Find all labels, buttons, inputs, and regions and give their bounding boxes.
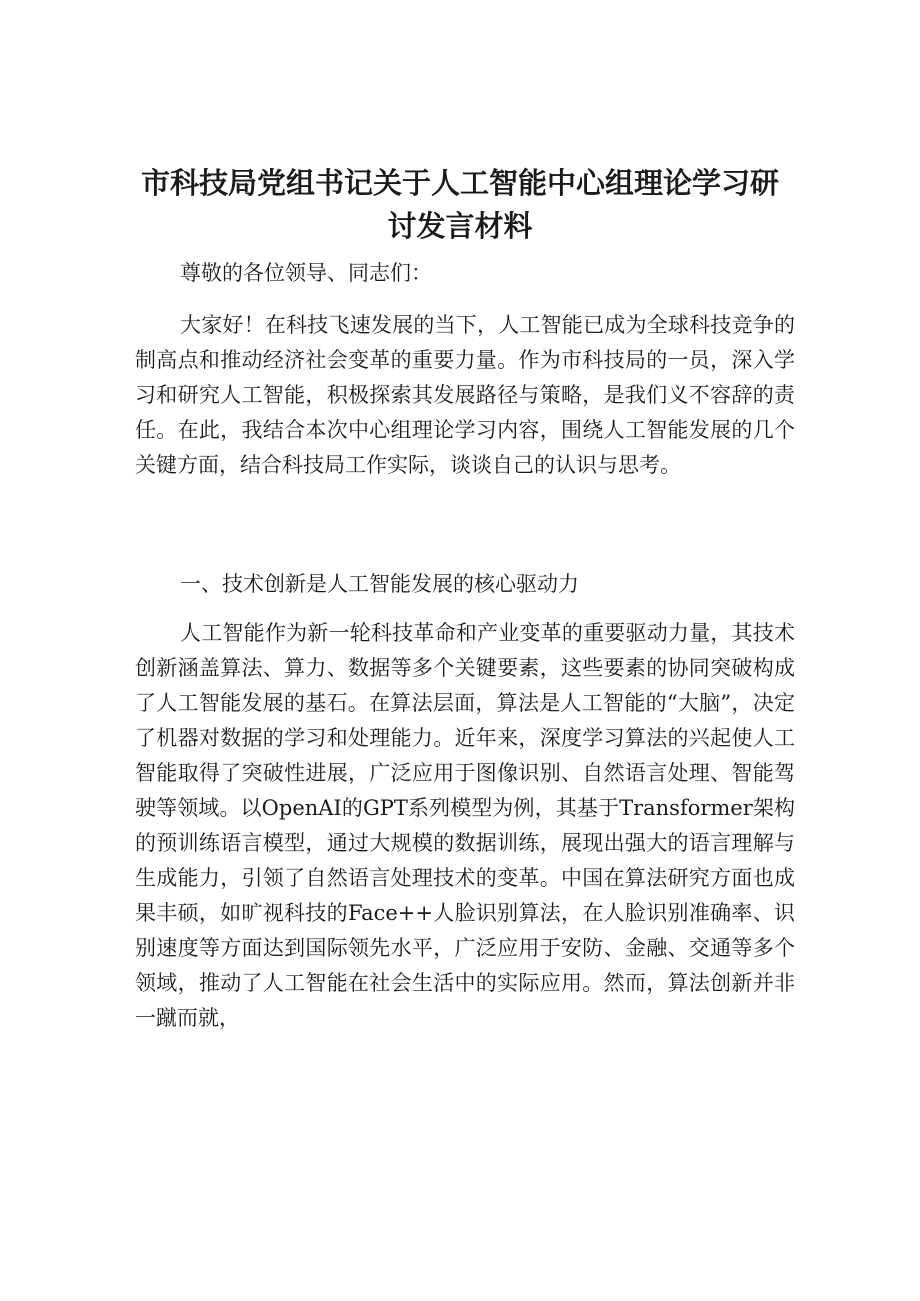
greeting: 尊敬的各位领导、同志们：: [180, 261, 432, 285]
section-paragraph: 人工智能作为新一轮科技革命和产业变革的重要驱动力量，其技术创新涵盖算法、算力、数据等多个关键要素，这些要素的协同突破构成了人工智能发展的基石。在算法层面，算法是人工智能的“大脑”，决定了机器对数据的学习和处理能力。近年来，深度学习算法的兴起使人工智能取得了突破性进展，广泛应用于图像识别、自然语言处理、智能驾驶等领域。以OpenAI的GPT系列模型为例，其基于Transformer架构的预训练语言模型，通过大规模的数据训练，展现出强大的语言理解与生成能力，引领了自然语言处理技术的变革。中国在算法研究方面也成果丰硕，如旷视科技的Face++人脸识别算法，在人脸识别准确率、识别速度等方面达到国际领先水平，广泛应用于安防、金融、交通等多个领域，推动了人工智能在社会生活中的实际应用。然而，算法创新并非一蹴而就，: [135, 621, 795, 1030]
document-title: 市科技局党组书记关于人工智能中心组理论学习研讨发言材料: [140, 166, 779, 243]
intro-paragraph: 大家好！在科技飞速发展的当下，人工智能已成为全球科技竞争的制高点和推动经济社会变革的重要力量。作为市科技局的一员，深入学习和研究人工智能，积极探索其发展路径与策略，是我们义不容辞的责任。在此，我结合本次中心组理论学习内容，围绕人工智能发展的几个关键方面，结合科技局工作实际，谈谈自己的认识与思考。: [135, 313, 795, 477]
section-heading: 一、技术创新是人工智能发展的核心驱动力: [180, 572, 579, 596]
